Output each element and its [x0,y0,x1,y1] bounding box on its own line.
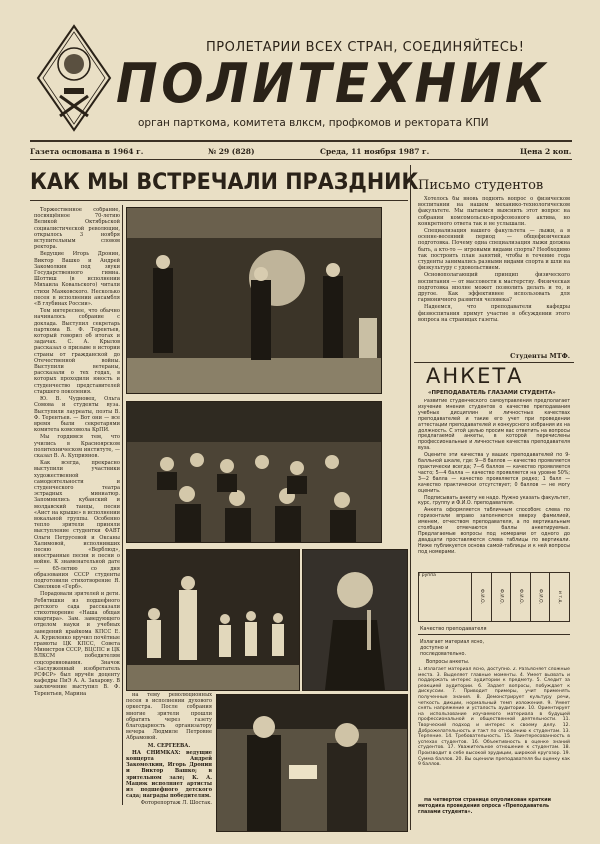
anketa-closing: На четвертой странице опубликован краткий методика проведения опроса «Преподаватель глазами студента». [418,798,551,815]
anketa-paragraph: Анкета оформляется табличным способом: слева по горизонтали вправо заполняются вверху фамилией, именем, отчеством преподавателя, а по вертикальным столбцам отмечаются баллы анкетируемых. Предлагаемые вопросы под номерами от одного до двадцати проставляются слева таблицы по вертикали. Ниже публикуется основа самой-таблицы и к ней вопросы под номерами. [418,508,570,555]
masthead [30,18,572,136]
newspaper-subtitle: орган парткома, комитета влксм, профкомов и ректората КПИ [138,117,489,129]
letter-paragraph: Надеемся, что преподаватели кафедры физвоспитания примут участие в обсуждении этого вопроса на страницах газеты. [418,304,570,323]
table-col-header: Ф.И.О. [472,573,492,622]
founded-date: Газета основана в 1964 г. [30,147,144,156]
letter-signature: Студенты МТФ. [510,352,570,360]
photo-audience [126,401,382,543]
holiday-paragraph: Тем интереснее, что обычно начиналось собрание с доклада. Выступил секретарь парткома В. Ф. Терентьев, который говорил об итогах и задачах. С. А. Крылов рассказал о призыве в истории страны от гражданской до Отечественной войны. Выступили ветераны, рассказали о тех годах, в которых проходили юность и студенчество представителей старшего поколения. [34,308,120,395]
holiday-paragraph: на тему революционных песен в исполнении духового оркестра. После собрания многие зрители прошли обратить через газету благодарность организатору вечера Людмиле Петровне Абрамовой. [126,692,212,742]
photo-caption: НА СНИМКАХ: ведущие концерта Андрей Закомолкин, Игорь Дронин и Виктор Вашко; в зрительном зале; К. А. Мацюк исполняет артисты из подшефного детского сада; награды победителям. [126,749,212,800]
table-col-header: Ф.И.О. [511,573,531,622]
issue-number: № 29 (828) [208,147,255,156]
holiday-signature: М. СЕРГЕЕВА. [147,742,191,749]
photo-credit: Фоторепортаж Л. Шостак. [140,800,212,807]
table-row-label: Качество преподавателя [420,626,487,632]
kpi-emblem-icon [36,24,112,132]
table-col-header: и т.д. [550,573,570,622]
anketa-paragraph: Подписывать анкету не надо. Нужно указать факультет, курс, группу и Ф.И.О. преподавателя. [418,495,570,507]
holiday-text-column [34,207,120,805]
letter-paragraph: Основополагающий принцип физического воспитания — от массовости к мастерству. Физическая подготовка вполне может позволить делать и то, и другое. Как эффективнее использовать для гармоничного развития человека? [418,272,570,304]
holiday-paragraph: Как всегда, прекрасно выступили участники художественной самодеятельности и студенческого театра эстрадных миниатюр. Запомнились кубанский и молдавский танцы, песни «Аист на крыше» в исполнении вокальной группы. Особенно тепло зрители приняли выступление студентки ФАВТ Ольги Петрусевой и Оксаны Халимовой, исполнивших песню «Верблюд», иностранные песни и песни о войне. К знаменательной дате — 65-летию со дня образования СССР студенты подготовили стихотворение Я. Смеляков «Герб». [34,460,120,591]
photo-awards [216,694,408,832]
slogan: ПРОЛЕТАРИИ ВСЕХ СТРАН, СОЕДИНЯЙТЕСЬ! [206,40,525,55]
holiday-headline: КАК МЫ ВСТРЕЧАЛИ ПРАЗДНИК [30,169,419,195]
issue-date: Среда, 11 ноября 1987 г. [320,147,430,156]
holiday-paragraph: Ю. В. Чудновец, Ольга Сомова и студенты вуза. Выступили лауреаты, поэты В. Ф. Терентьев. — Вот они — все время были секретарями комитета комсомола КрПИ. [34,396,120,434]
holiday-paragraph: Порадовали зрителей и дети. Ребятишки из подшефного детского сада рассказали стихотворение «Наша общая квартира». Зам. заведующего отделом науки и учебных заведений крайкома КПСС Е. А. Куриленко вручил почётные грамоты ЦК КПСС, Совета Министров СССР, ВЦСПС и ЦК ВЛКСМ победителям соцсоревнования. Значок «Заслуженный изобретатель РСФСР» был вручён доценту кафедры ПиЭ А. А. Захарову. В заключение выступил В. Ф. Терентьев, Марина [34,591,120,697]
holiday-paragraph: Мы гордимся тем, что учились в Красноярском политехническом институте, — сказал В. А. Куприянов. [34,434,120,459]
photo-singer [302,549,408,691]
letter-headline: Письмо студентов [418,178,544,193]
letter-body [418,196,570,352]
questions-label: Вопросы анкеты. [426,660,470,665]
photo-children-performance [126,549,300,691]
holiday-text-column-2 [126,692,212,810]
price: Цена 2 коп. [520,147,572,156]
letter-paragraph: Специализация нашего факультета — лыжи, а в осенне-весенний период — общефизическая подготовка. Почему одна специализация лыжи должна быть, а кто-то — игровыми видами спорта? Необходимо так построить план занятий, чтобы в течение года студенты занимались разными видами спорта и шли на физкультуру с удовольствием. [418,228,570,272]
anketa-table [418,572,570,622]
letter-paragraph: Хотелось бы вновь поднять вопрос о физическом воспитании на нашем механико-технологическом факультете. Мы пытаемся выяснить этот вопрос на собрании комсомольско-профсоюзного актива, но конкретного ответа так и не услышали. [418,196,570,227]
table-col-header: Ф.И.О. [530,573,550,622]
anketa-paragraph: Развитие студенческого самоуправления предполагает изучение мнения студентов о качестве преподавания учебных дисциплин и личностных качествах преподавателей и такие его учет при проведении аттестации преподавателей и конкурсного избрания их на должность. С этой целью просим вас ответить на вопросы предлагаемой анкеты, в которой перечислены профессиональные и личностные качества преподавателя вуза. [418,399,570,452]
anketa-intro: Излагает материал ясно, доступно и последовательно. [420,640,484,657]
photo-stage-hosts [126,207,382,394]
anketa-headline: АНКЕТА [426,364,524,388]
newspaper-title: ПОЛИТЕХНИК [116,52,550,115]
anketa-paragraph: Оцените эти качества у ваших преподавателей по 9-балльной шкале, где: 9—8 баллов — качество проявляется практически всегда; 7—6 баллов — качество проявляется часто; 5—4 балла — качество проявляется на уровне 50%; 3—2 балла — качество проявляется редко; 1 балл — качество практически отсутствует; 0 баллов — не могу оценить. [418,453,570,494]
table-group-label: Группа [419,573,472,622]
holiday-paragraph: Торжественное собрание, посвящённое 70-летию Великой Октябрьской социалистической революции, открылось 3 ноября вступительным словом ректора. [34,207,120,251]
holiday-paragraph: Ведущие Игорь Дронин, Виктор Вашко и Андрей Закомолкин под звуки Государственного гимна. Шоттиш (в исполнении Михаила Ковальского) читали стихи Маяковского. Несколько песен в исполнении ансамбля «В глубинах России». [34,251,120,308]
anketa-questions: 1. Излагает материал ясно, доступно. 2. Разъясняет сложные места. 3. Выделяет главные моменты. 4. Умеет вызвать и поддержать интерес аудитории к предмету. 5. Следит за реакцией аудитории. 6. Задает вопросы, побуждает к дискуссии. 7. Приводит примеры, учит применять полученные знания. 8. Демонстрирует культуру речи, четкость дикции, нормальный темп изложения. 9. Умеет снять напряжение и усталость аудитории. 10. Ориентирует на использование изучаемого материала в будущей профессиональной и общественной деятельности. 11. Творческий подход и интерес к своему делу. 12. Доброжелательность и такт по отношению к студентам. 13. Терпение. 14. Требовательность. 15. Заинтересованность в успехах студентов. 16. Объективность в оценке знаний студентов. 17. Уважительное отношение к студентам. 18. Производит в себе высокой эрудиции, широкой кругозор. 19. Сумма баллов. 20. Вы оценили преподавателя бы оценку как 9 баллов. [418,667,570,768]
table-col-header: Ф.И.О. [491,573,511,622]
anketa-subheadline: «ПРЕПОДАВАТЕЛЬ ГЛАЗАМИ СТУДЕНТА» [428,390,556,396]
dateline [30,145,572,157]
anketa-body [418,399,570,569]
